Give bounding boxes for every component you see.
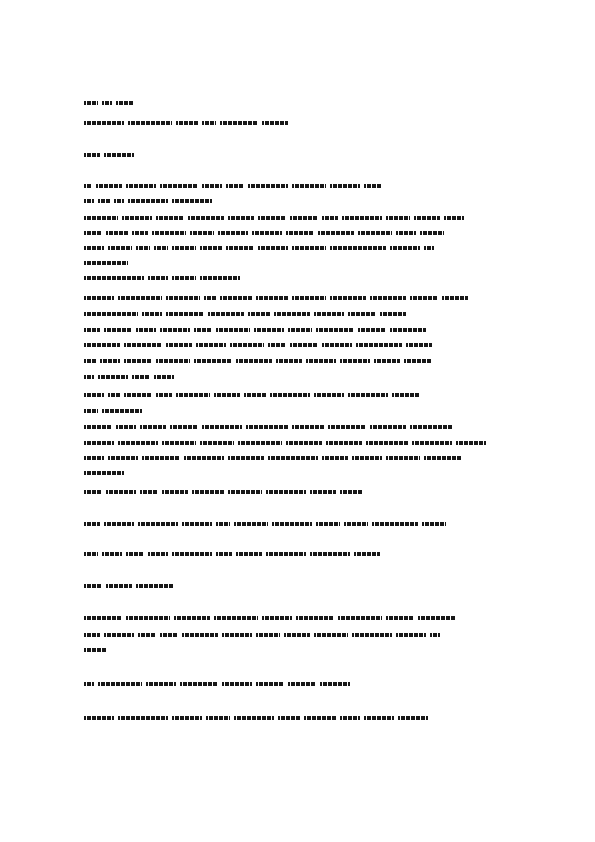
illegible-word <box>392 393 420 397</box>
illegible-word <box>222 682 252 686</box>
illegible-word <box>234 716 274 720</box>
illegible-word <box>218 231 248 235</box>
illegible-word <box>84 343 120 347</box>
illegible-word <box>262 121 288 125</box>
illegible-word <box>330 296 366 300</box>
illegible-word <box>220 121 258 125</box>
text-line <box>84 453 462 462</box>
text-line <box>84 645 106 654</box>
illegible-word <box>258 246 288 250</box>
illegible-word <box>202 425 242 429</box>
illegible-word <box>270 393 310 397</box>
illegible-word <box>256 296 288 300</box>
illegible-word <box>254 328 284 332</box>
illegible-word <box>262 616 292 620</box>
illegible-word <box>84 184 92 188</box>
illegible-word <box>118 716 168 720</box>
illegible-word <box>380 312 406 316</box>
illegible-word <box>148 552 168 556</box>
illegible-word <box>128 121 172 125</box>
illegible-word <box>340 490 362 494</box>
illegible-word <box>386 616 414 620</box>
illegible-word <box>106 231 128 235</box>
illegible-word <box>170 425 198 429</box>
illegible-word <box>160 633 178 637</box>
illegible-word <box>200 246 222 250</box>
text-line <box>84 438 486 447</box>
illegible-word <box>278 716 300 720</box>
illegible-word <box>314 633 348 637</box>
illegible-word <box>256 682 284 686</box>
illegible-word <box>230 343 264 347</box>
illegible-word <box>228 490 262 494</box>
illegible-word <box>84 216 118 220</box>
illegible-word <box>292 246 326 250</box>
illegible-word <box>412 441 452 445</box>
illegible-word <box>274 312 310 316</box>
text-line <box>84 181 382 190</box>
illegible-word <box>358 328 386 332</box>
illegible-word <box>364 184 382 188</box>
illegible-word <box>84 153 100 157</box>
illegible-word <box>214 393 240 397</box>
illegible-word <box>196 343 226 347</box>
text-line <box>84 293 468 302</box>
illegible-word <box>410 296 438 300</box>
illegible-word <box>288 328 312 332</box>
illegible-word <box>116 101 134 105</box>
text-line <box>84 309 406 318</box>
text-line <box>84 213 464 222</box>
illegible-word <box>222 633 252 637</box>
illegible-word <box>248 312 270 316</box>
illegible-word <box>390 328 426 332</box>
illegible-word <box>266 490 306 494</box>
illegible-word <box>104 522 134 526</box>
text-line <box>84 679 350 688</box>
illegible-word <box>84 616 122 620</box>
text-line <box>84 150 134 159</box>
illegible-word <box>160 328 190 332</box>
illegible-word <box>84 522 100 526</box>
illegible-word <box>98 682 142 686</box>
illegible-word <box>328 425 366 429</box>
illegible-word <box>256 633 280 637</box>
illegible-word <box>106 584 132 588</box>
illegible-word <box>386 216 410 220</box>
illegible-word <box>162 490 188 494</box>
illegible-word <box>106 490 136 494</box>
illegible-word <box>414 216 440 220</box>
illegible-word <box>292 184 326 188</box>
illegible-word <box>132 231 148 235</box>
illegible-word <box>152 231 186 235</box>
illegible-word <box>118 441 158 445</box>
illegible-word <box>124 393 152 397</box>
illegible-word <box>220 296 252 300</box>
illegible-word <box>322 343 352 347</box>
illegible-word <box>372 522 418 526</box>
illegible-word <box>396 231 416 235</box>
illegible-word <box>314 312 344 316</box>
illegible-word <box>142 456 180 460</box>
text-line <box>84 340 432 349</box>
text-line <box>84 406 142 415</box>
illegible-word <box>322 216 338 220</box>
illegible-word <box>272 522 312 526</box>
illegible-word <box>84 393 104 397</box>
illegible-word <box>304 716 336 720</box>
illegible-word <box>216 552 232 556</box>
illegible-word <box>422 522 446 526</box>
illegible-word <box>162 441 196 445</box>
illegible-word <box>128 199 168 203</box>
illegible-word <box>172 716 202 720</box>
illegible-word <box>84 648 106 652</box>
illegible-word <box>98 199 110 203</box>
illegible-word <box>160 184 198 188</box>
illegible-word <box>188 216 224 220</box>
text-line <box>84 325 426 334</box>
illegible-word <box>124 343 162 347</box>
illegible-word <box>172 552 212 556</box>
illegible-word <box>132 375 150 379</box>
illegible-word <box>154 246 168 250</box>
illegible-word <box>374 359 400 363</box>
illegible-word <box>442 296 468 300</box>
text-line <box>84 372 174 381</box>
illegible-word <box>156 359 190 363</box>
illegible-word <box>228 456 264 460</box>
illegible-word <box>424 456 462 460</box>
illegible-word <box>352 456 382 460</box>
illegible-word <box>84 246 104 250</box>
illegible-word <box>108 456 138 460</box>
illegible-word <box>244 393 266 397</box>
illegible-word <box>156 216 184 220</box>
illegible-word <box>238 441 282 445</box>
illegible-word <box>136 328 156 332</box>
illegible-word <box>184 456 224 460</box>
text-line <box>84 243 434 252</box>
illegible-word <box>216 522 230 526</box>
illegible-word <box>114 199 124 203</box>
illegible-word <box>84 231 102 235</box>
illegible-word <box>410 425 452 429</box>
illegible-word <box>138 522 178 526</box>
illegible-word <box>214 616 258 620</box>
illegible-word <box>326 441 362 445</box>
illegible-word <box>108 393 120 397</box>
text-line <box>84 549 380 558</box>
illegible-word <box>234 522 268 526</box>
text-line <box>84 581 174 590</box>
illegible-word <box>444 216 464 220</box>
illegible-word <box>430 633 440 637</box>
illegible-word <box>104 633 134 637</box>
illegible-word <box>166 296 200 300</box>
illegible-word <box>142 312 162 316</box>
illegible-word <box>366 441 408 445</box>
text-line <box>84 613 456 622</box>
illegible-word <box>108 246 132 250</box>
illegible-word <box>340 716 360 720</box>
illegible-word <box>404 359 432 363</box>
illegible-word <box>236 359 272 363</box>
illegible-word <box>200 441 234 445</box>
illegible-word <box>286 231 314 235</box>
illegible-word <box>316 328 354 332</box>
text-line <box>84 228 444 237</box>
text-line <box>84 118 288 127</box>
illegible-word <box>386 456 420 460</box>
illegible-word <box>124 359 152 363</box>
illegible-word <box>136 584 174 588</box>
illegible-word <box>266 552 306 556</box>
text-line <box>84 422 452 431</box>
illegible-word <box>306 359 336 363</box>
illegible-word <box>84 328 100 332</box>
illegible-word <box>176 393 210 397</box>
illegible-word <box>84 101 98 105</box>
illegible-word <box>84 490 102 494</box>
illegible-word <box>420 231 444 235</box>
illegible-word <box>418 616 456 620</box>
illegible-word <box>344 522 368 526</box>
illegible-word <box>172 276 196 280</box>
illegible-word <box>310 490 336 494</box>
illegible-word <box>104 328 132 332</box>
illegible-word <box>364 716 394 720</box>
illegible-word <box>96 184 122 188</box>
text-line <box>84 98 134 107</box>
text-line <box>84 713 428 722</box>
illegible-word <box>84 276 144 280</box>
illegible-word <box>84 584 102 588</box>
illegible-word <box>216 328 250 332</box>
illegible-word <box>370 425 406 429</box>
illegible-word <box>396 633 426 637</box>
text-line <box>84 356 432 365</box>
illegible-word <box>156 393 172 397</box>
illegible-word <box>140 425 166 429</box>
illegible-word <box>206 716 230 720</box>
illegible-word <box>166 343 192 347</box>
text-line <box>84 519 446 528</box>
illegible-word <box>118 296 162 300</box>
illegible-word <box>204 296 216 300</box>
illegible-word <box>390 246 420 250</box>
illegible-word <box>136 246 150 250</box>
illegible-word <box>320 682 350 686</box>
illegible-word <box>342 216 382 220</box>
illegible-word <box>268 343 286 347</box>
illegible-word <box>236 552 262 556</box>
illegible-word <box>258 216 286 220</box>
text-line <box>84 630 440 639</box>
illegible-word <box>126 552 144 556</box>
illegible-word <box>84 409 98 413</box>
illegible-word <box>140 490 158 494</box>
illegible-word <box>248 184 288 188</box>
illegible-word <box>174 616 210 620</box>
illegible-word <box>84 471 124 475</box>
illegible-word <box>172 246 196 250</box>
illegible-word <box>84 296 114 300</box>
illegible-word <box>154 375 174 379</box>
illegible-word <box>284 633 310 637</box>
illegible-word <box>276 359 302 363</box>
illegible-word <box>456 441 486 445</box>
illegible-word <box>194 359 232 363</box>
illegible-word <box>228 216 254 220</box>
illegible-word <box>406 343 432 347</box>
illegible-word <box>180 682 218 686</box>
illegible-word <box>190 231 214 235</box>
illegible-word <box>338 616 382 620</box>
illegible-word <box>182 522 212 526</box>
illegible-word <box>146 682 176 686</box>
illegible-word <box>84 456 104 460</box>
illegible-word <box>84 121 124 125</box>
illegible-word <box>292 296 326 300</box>
illegible-word <box>358 231 392 235</box>
illegible-word <box>84 552 98 556</box>
illegible-word <box>268 456 318 460</box>
illegible-word <box>370 296 406 300</box>
text-line <box>84 196 212 205</box>
illegible-word <box>226 184 244 188</box>
illegible-word <box>102 101 112 105</box>
illegible-word <box>330 184 360 188</box>
illegible-word <box>246 425 288 429</box>
illegible-word <box>316 522 340 526</box>
illegible-word <box>340 359 370 363</box>
illegible-word <box>286 441 322 445</box>
illegible-word <box>84 199 94 203</box>
text-line <box>84 487 362 496</box>
illegible-word <box>398 716 428 720</box>
illegible-word <box>138 633 156 637</box>
illegible-word <box>102 552 122 556</box>
illegible-word <box>290 216 318 220</box>
illegible-word <box>84 633 100 637</box>
illegible-word <box>322 456 348 460</box>
illegible-word <box>194 328 212 332</box>
illegible-word <box>310 552 350 556</box>
illegible-word <box>100 359 120 363</box>
illegible-word <box>314 393 344 397</box>
illegible-word <box>208 312 244 316</box>
illegible-word <box>84 375 94 379</box>
illegible-word <box>84 261 128 265</box>
text-line <box>84 390 420 399</box>
illegible-word <box>226 246 254 250</box>
illegible-word <box>348 312 376 316</box>
illegible-word <box>330 246 386 250</box>
illegible-word <box>84 441 114 445</box>
illegible-word <box>104 153 134 157</box>
illegible-word <box>84 682 94 686</box>
illegible-word <box>148 276 168 280</box>
illegible-word <box>126 184 156 188</box>
illegible-word <box>202 184 222 188</box>
illegible-word <box>176 121 198 125</box>
illegible-word <box>292 425 324 429</box>
illegible-word <box>102 409 142 413</box>
illegible-word <box>352 633 392 637</box>
illegible-word <box>166 312 204 316</box>
illegible-word <box>84 425 112 429</box>
illegible-word <box>98 375 128 379</box>
illegible-word <box>116 425 136 429</box>
illegible-word <box>202 121 216 125</box>
illegible-word <box>348 393 388 397</box>
illegible-word <box>172 199 212 203</box>
illegible-word <box>84 716 114 720</box>
text-line <box>84 468 124 477</box>
text-line <box>84 273 240 282</box>
illegible-word <box>122 216 152 220</box>
illegible-word <box>288 682 316 686</box>
illegible-word <box>290 343 318 347</box>
illegible-word <box>424 246 434 250</box>
illegible-word <box>126 616 170 620</box>
illegible-word <box>356 343 402 347</box>
illegible-word <box>200 276 240 280</box>
illegible-word <box>318 231 354 235</box>
illegible-word <box>182 633 218 637</box>
illegible-word <box>354 552 380 556</box>
illegible-word <box>84 359 96 363</box>
illegible-word <box>296 616 334 620</box>
text-line <box>84 258 128 267</box>
illegible-word <box>192 490 224 494</box>
illegible-word <box>84 312 138 316</box>
illegible-word <box>252 231 282 235</box>
